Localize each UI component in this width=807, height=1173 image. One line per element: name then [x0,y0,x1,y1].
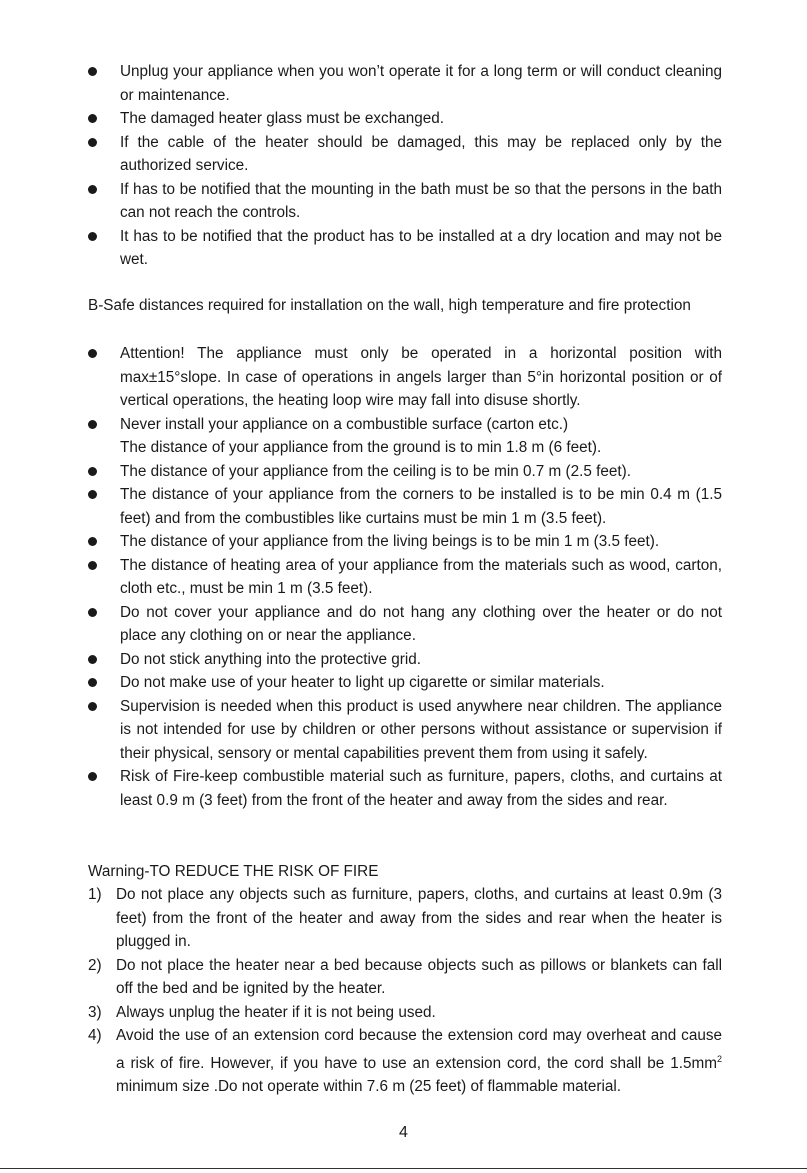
safety-list-a [88,60,722,272]
list-item: 2) Do not place the heater near a bed because objects such as pillows or blankets can fall off the bed and be ignited by the heater. [88,954,722,1001]
ground-distance-note: The distance of your appliance from the ground is to min 1.8 m (6 feet). [120,439,602,456]
list-item: Do not cover your appliance and do not hang any clothing over the heater or do not place any clothing on or near the appliance. [88,601,722,648]
warning-list [88,883,731,1099]
list-item: If the cable of the heater should be damaged, this may be replaced only by the authorized service. [88,131,722,178]
bullet-icon [88,537,97,546]
list-item: The distance of your appliance from the living beings is to be min 1 m (3.5 feet). [88,530,722,554]
list-item: Do not make use of your heater to light up cigarette or similar materials. [88,671,722,695]
bullet-icon [88,772,97,781]
bottom-rule [0,1168,807,1169]
list-item: 3) Always unplug the heater if it is not being used. [88,1001,722,1025]
safety-list-b [88,342,722,812]
bullet-icon [88,678,97,687]
bullet-icon [88,467,97,476]
bullet-icon [88,490,97,499]
list-item: The distance of heating area of your appliance from the materials such as wood, carton, cloth etc., must be min 1 m (3.5 feet). [88,554,722,601]
section-b-heading: B-Safe distances required for installation on the wall, high temperature and fire protection [88,297,691,314]
list-item: 1) Do not place any objects such as furniture, papers, cloths, and curtains at least 0.9m (3 feet) from the front of the heater and away from the sides and rear when the heater is plugged in. [88,883,722,954]
bullet-icon [88,67,97,76]
bullet-icon [88,349,97,358]
list-item: The distance of your appliance from the corners to be installed is to be min 0.4 m (1.5 feet) and from the combustibles like curtains must be min 1 m (3.5 feet). [88,483,722,530]
item-number: 3) [88,1003,102,1021]
list-item: Supervision is needed when this product is used anywhere near children. The appliance is not intended for use by children or other persons without assistance or supervision if their physical, sensory or mental capabilities prevent them from using it safely. [88,695,722,766]
warning-heading: Warning-TO REDUCE THE RISK OF FIRE [88,863,379,880]
list-item: 4) Avoid the use of an extension cord because the extension cord may overheat and cause a risk of fire. However, if you have to use an extension cord, the cord shall be $1.5mm^2$ minimum size .Do not operate within 7.6 m (25 feet) of flammable material. [88,1024,722,1099]
list-item: If has to be notified that the mounting in the bath must be so that the persons in the bath can not reach the controls. [88,178,722,225]
bullet-icon [88,420,97,429]
item-number: 4) [88,1027,102,1044]
bullet-icon [88,232,97,241]
list-item: The distance of your appliance from the ceiling is to be min 0.7 m (2.5 feet). [88,460,722,484]
bullet-icon [88,702,97,711]
list-item: Attention! The appliance must only be operated in a horizontal position with max±15°slope. In case of operations in angels larger than 5°in horizontal position or of vertical operations, the heating loop wire may fall into disuse shortly. [88,342,722,413]
bullet-icon [88,114,97,123]
list-item: It has to be notified that the product has to be installed at a dry location and may not be wet. [88,225,722,272]
bullet-icon [88,608,97,617]
list-item: Do not stick anything into the protective grid. [88,648,722,672]
superscript: 2 [716,1053,722,1064]
list-item: Unplug your appliance when you won’t operate it for a long term or will conduct cleaning or maintenance. [88,60,722,107]
bullet-icon [88,185,97,194]
list-item: Never install your appliance on a combustible surface (carton etc.) The distance of your appliance from the ground is to min 1.8 m (6 feet). [88,413,722,460]
page-number: 4 [399,1124,408,1141]
list-item: Risk of Fire-keep combustible material such as furniture, papers, cloths, and curtains at least 0.9 m (3 feet) from the front of the heater and away from the sides and rear. [88,765,722,812]
bullet-icon [88,655,97,664]
list-item: The damaged heater glass must be exchanged. [88,107,722,131]
bullet-icon [88,561,97,570]
item-number: 2) [88,956,102,974]
item-number: 1) [88,886,102,903]
bullet-icon [88,138,97,147]
